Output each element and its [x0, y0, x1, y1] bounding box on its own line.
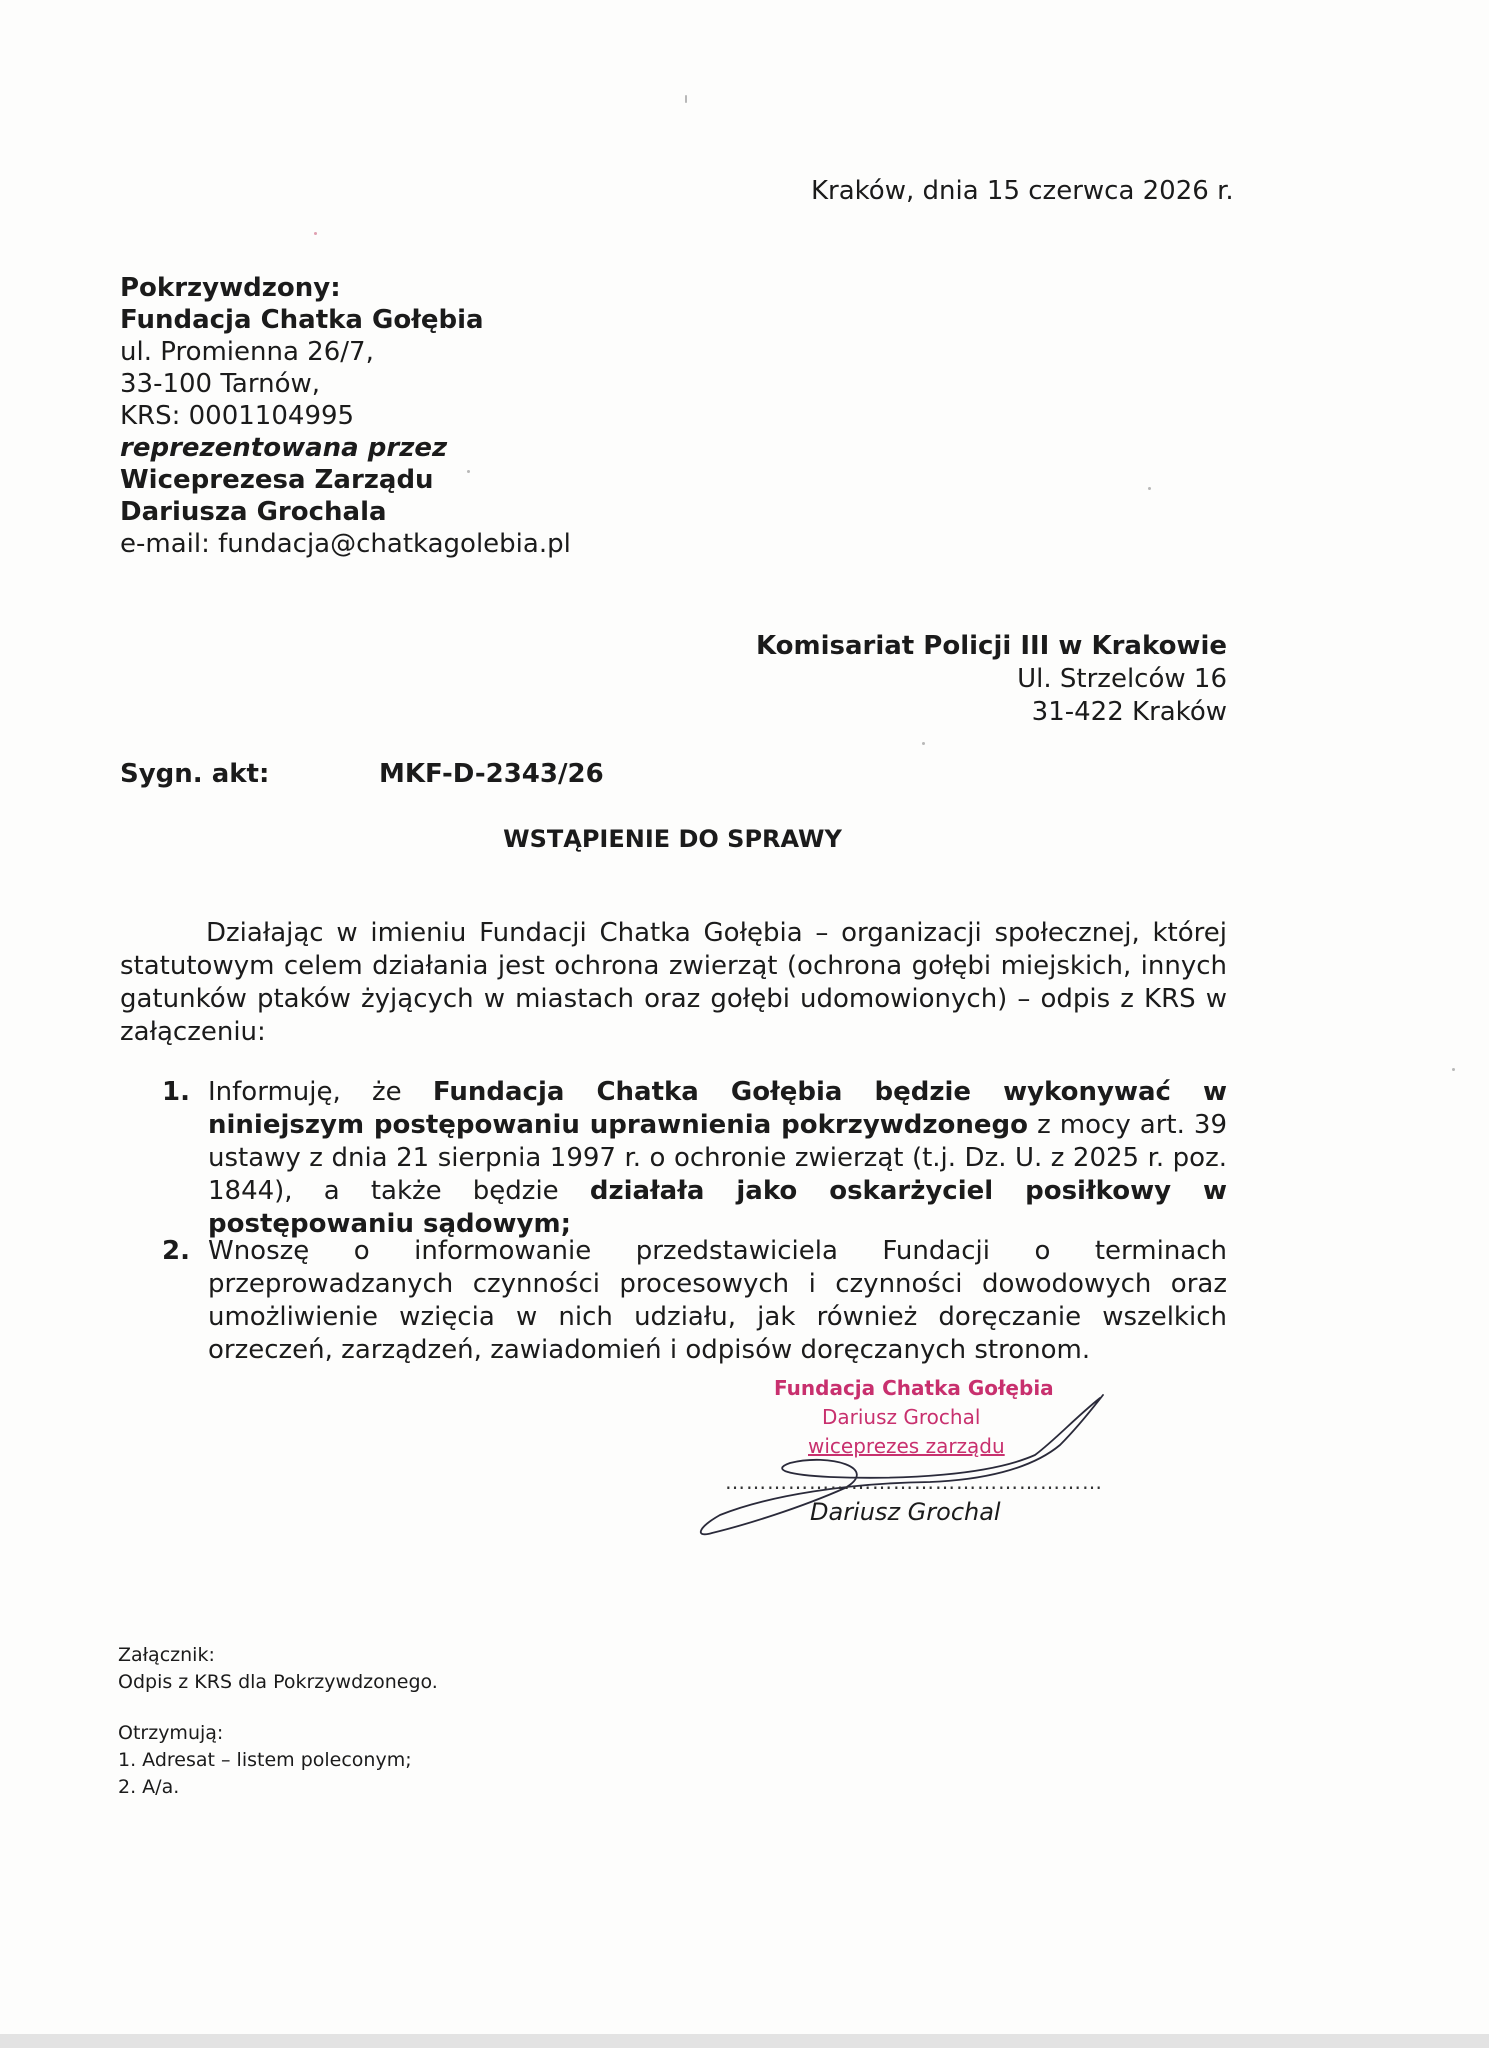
recipients-item: 1. Adresat – listem poleconym;	[118, 1749, 412, 1771]
sender-street: ul. Promienna 26/7,	[120, 337, 374, 367]
case-number: MKF-D-2343/26	[379, 759, 604, 789]
scan-speck	[1452, 1068, 1455, 1071]
attachment-text: Odpis z KRS dla Pokrzywdzonego.	[118, 1671, 438, 1693]
scan-speck	[314, 232, 317, 235]
scan-bottom-edge	[0, 2034, 1489, 2048]
item-text-part: z mocy art. 39 ustawy z dnia 21 sierpnia 1997 r. o ochronie zwierząt (t.j. Dz. U. z 2025 r. poz. 1844), a także będzie	[208, 1110, 1227, 1206]
scan-speck	[467, 470, 470, 473]
sender-email: e-mail: fundacja@chatkagolebia.pl	[120, 529, 571, 559]
recipient-name: Komisariat Policji III w Krakowie	[755, 631, 1227, 661]
intro-text: Działając w imieniu Fundacji Chatka Gołębia – organizacji społecznej, której statutowym celem działania jest ochrona zwierząt (ochrona gołębi miejskich, innych gatunków ptaków żyjących w miastach oraz gołębi udomowionych) – odpis z KRS w załączeniu:	[120, 918, 1227, 1047]
document-title: WSTĄPIENIE DO SPRAWY	[503, 825, 842, 853]
recipients-item: 2. A/a.	[118, 1776, 180, 1798]
sender-name: Fundacja Chatka Gołębia	[120, 305, 484, 335]
sender-heading: Pokrzywdzony:	[120, 273, 341, 303]
sender-person: Dariusza Grochala	[120, 497, 387, 527]
stamp-line-organization: Fundacja Chatka Gołębia	[774, 1376, 1054, 1400]
list-item-number: 1.	[162, 1077, 190, 1107]
sender-krs: KRS: 0001104995	[120, 401, 355, 431]
case-label: Sygn. akt:	[120, 759, 270, 789]
scan-speck	[685, 95, 687, 103]
date-line: Kraków, dnia 15 czerwca 2026 r.	[811, 176, 1234, 206]
stamp-line-role: wiceprezes zarządu	[808, 1434, 1005, 1458]
footer-block	[118, 1642, 438, 1801]
item-text-bold: działała jako oskarżyciel posiłkowy w postępowaniu sądowym;	[208, 1176, 1227, 1239]
scan-speck	[922, 742, 925, 745]
signature-name: Dariusz Grochal	[810, 1498, 1001, 1526]
item-text-bold: Fundacja Chatka Gołębia będzie wykonywać w niniejszym postępowaniu uprawnienia pokrzywdzonego	[208, 1077, 1227, 1140]
sender-represented-by: reprezentowana przez	[120, 433, 448, 463]
attachment-label: Załącznik:	[118, 1644, 215, 1666]
recipient-city: 31-422 Kraków	[1031, 697, 1227, 727]
scan-speck	[1148, 487, 1151, 490]
list-item-text: Wnoszę o informowanie przedstawiciela Fundacji o terminach przeprowadzanych czynności procesowych i czynności dowodowych oraz umożliwienie wzięcia w nich udziału, jak również doręczanie wszelkich orzeczeń, zarządzeń, zawiadomień i odpisów doręczanych stronom.	[208, 1236, 1227, 1365]
recipients-label: Otrzymują:	[118, 1722, 224, 1744]
stamp-line-person: Dariusz Grochal	[822, 1405, 981, 1429]
signature-line: ………………………………………………	[725, 1470, 1103, 1494]
sender-role: Wiceprezesa Zarządu	[120, 465, 434, 495]
sender-city: 33-100 Tarnów,	[120, 369, 321, 399]
recipient-street: Ul. Strzelców 16	[1017, 664, 1227, 694]
item-text-part: Informuję, że	[208, 1077, 433, 1107]
list-item-number: 2.	[162, 1236, 190, 1266]
